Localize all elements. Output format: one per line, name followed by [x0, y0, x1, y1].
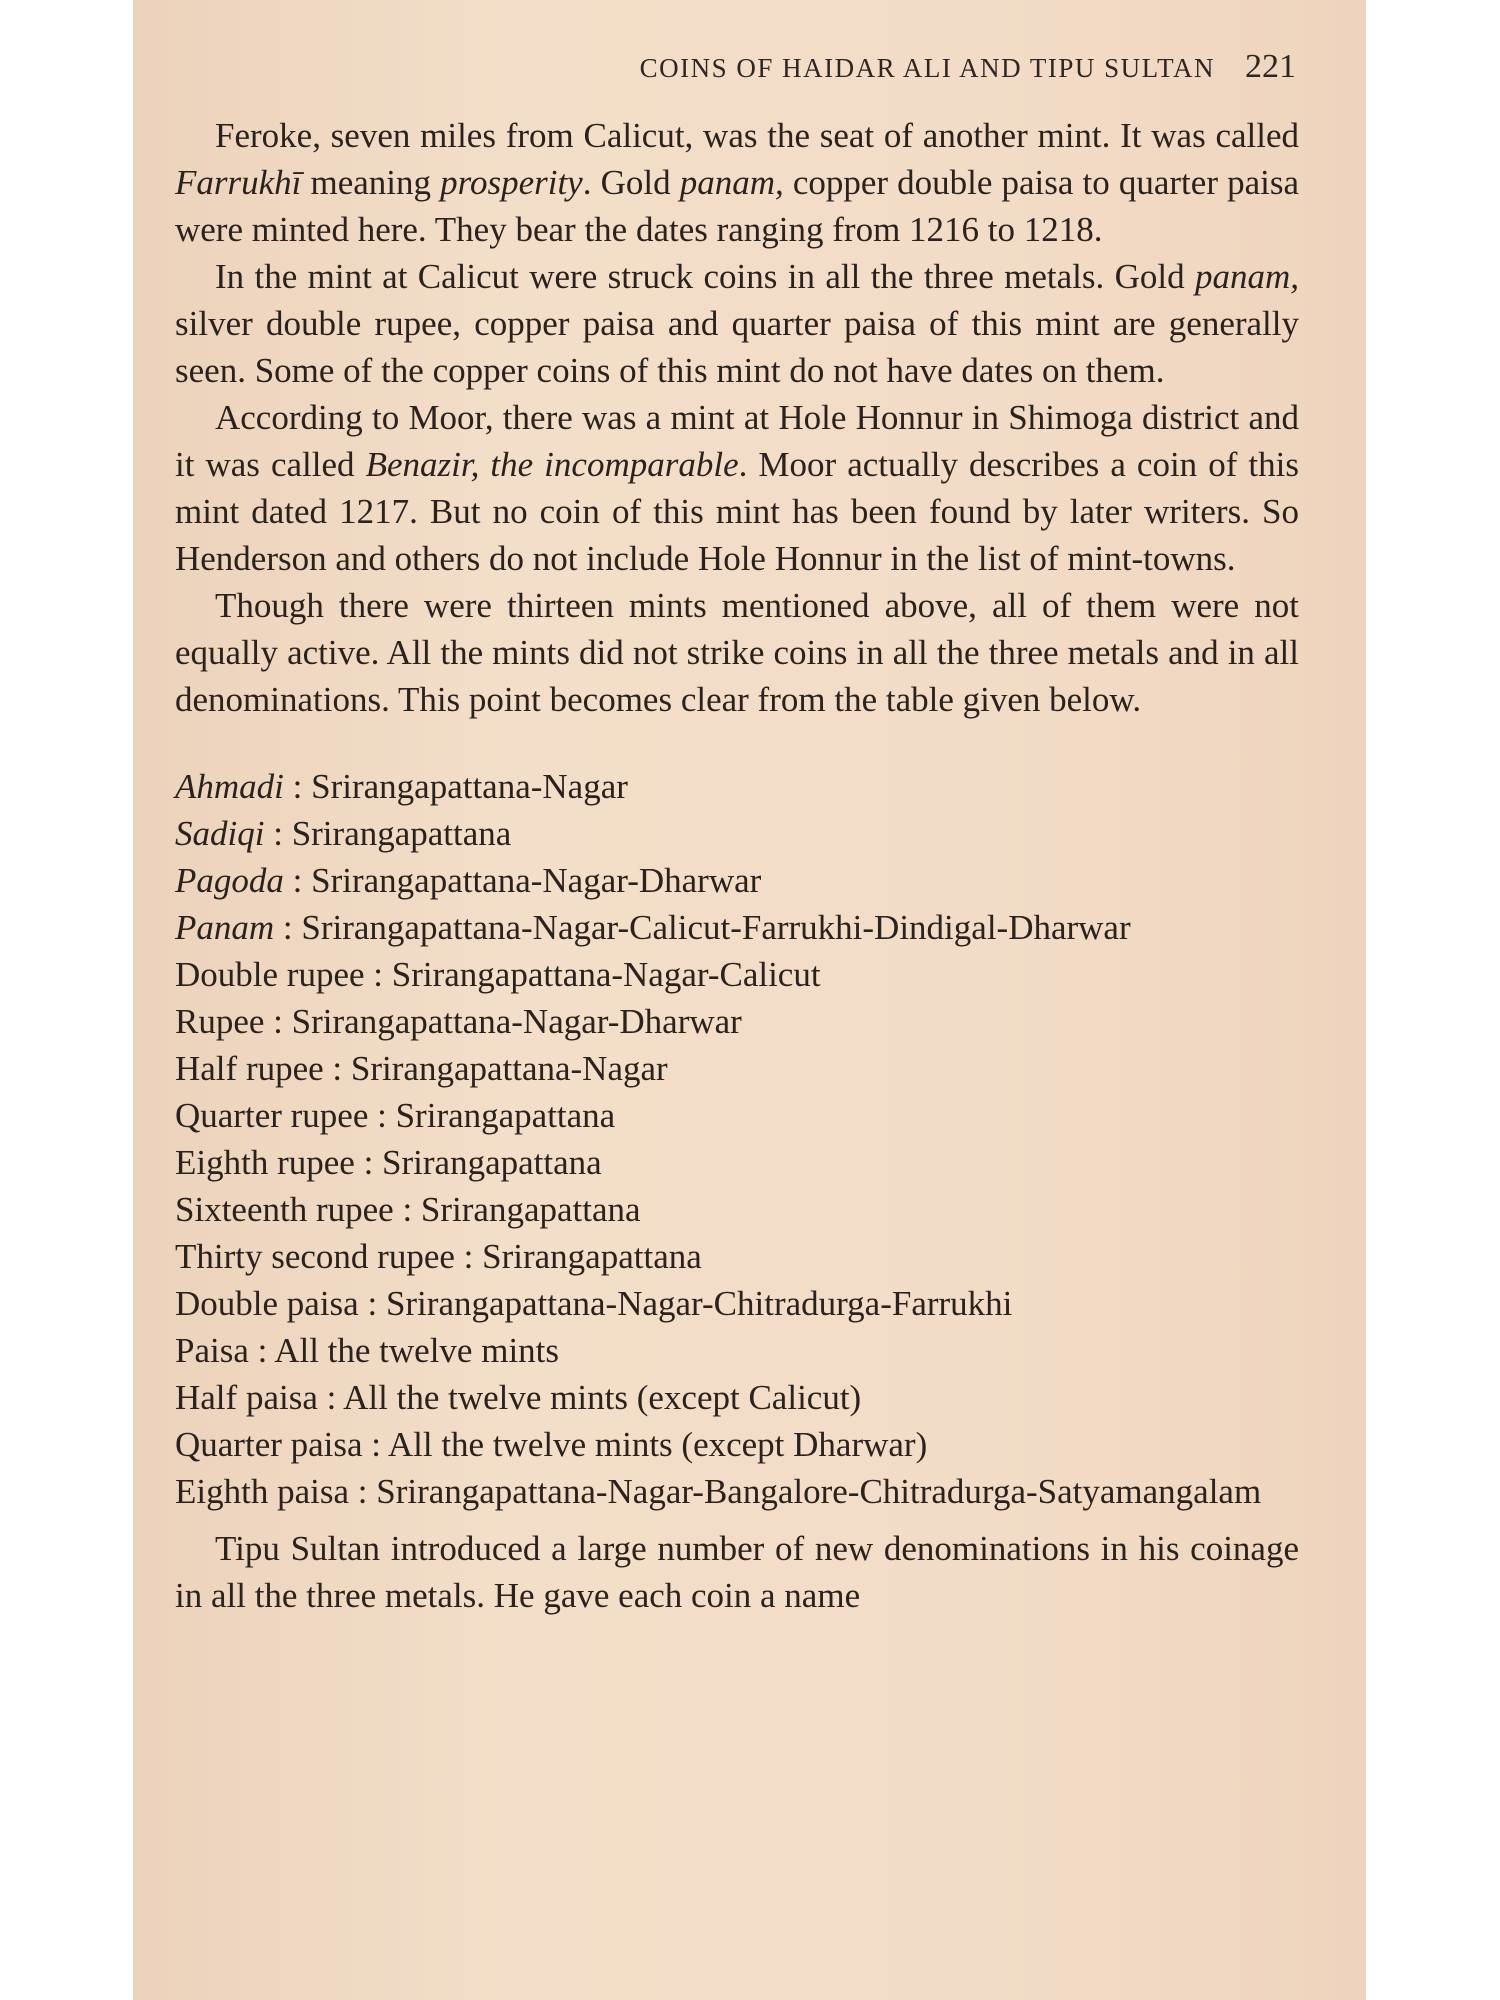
paragraph-mint-activity: Though there were thirteen mints mentioned above, all of them were not equally active. All the mints did not strike coins in all the three metals and in all denominations. This point becomes clear from the table given below.	[175, 586, 1299, 719]
separator: :	[248, 1331, 275, 1370]
denomination-row	[175, 1092, 1299, 1139]
denomination-name: Eighth paisa	[175, 1472, 349, 1511]
denomination-row	[175, 1280, 1299, 1327]
denomination-name: Ahmadi	[175, 767, 284, 806]
term-panam: panam,	[1194, 257, 1299, 296]
separator: :	[317, 1378, 344, 1417]
term-farrukhi: Farrukhī	[175, 163, 302, 202]
paragraph-hole-honnur-mint: According to Moor, there was a mint at Hole Honnur in Shimoga district and it was called Benazir, the incomparable. Moor actually describes a coin of this mint dated 1217. But no coin of this mint has been found by later writers. So Henderson and others do not include Hole Honnur in the list of mint-towns.	[175, 398, 1299, 578]
denomination-mints: Srirangapattana	[420, 1190, 641, 1229]
denomination-mints: All the twelve mints (except Calicut)	[343, 1378, 862, 1417]
separator: :	[368, 1096, 396, 1135]
running-head	[193, 48, 1296, 86]
denomination-row	[175, 904, 1299, 951]
denomination-name: Double paisa	[175, 1284, 359, 1323]
denomination-mints: Srirangapattana-Nagar-Chitradurga-Farrukhi	[385, 1284, 1013, 1323]
denomination-name: Quarter paisa	[175, 1425, 363, 1464]
denomination-name: Paisa	[175, 1331, 249, 1370]
separator: :	[362, 1425, 388, 1464]
denomination-mints: Srirangapattana-Nagar-Calicut	[391, 955, 821, 994]
denomination-mints: Srirangapattana-Nagar-Dharwar	[311, 861, 762, 900]
paragraph-calicut-mint: In the mint at Calicut were struck coins in all the three metals. Gold panam, silver double rupee, copper paisa and quarter paisa of this mint are generally seen. Some of the copper coins of this mint do not have dates on them.	[175, 257, 1299, 390]
denomination-mints: Srirangapattana	[382, 1143, 602, 1182]
denomination-row	[175, 1327, 1299, 1374]
denomination-row	[175, 998, 1299, 1045]
running-title: COINS OF HAIDAR ALI AND TIPU SULTAN	[639, 53, 1215, 83]
separator: :	[264, 1002, 292, 1041]
denomination-mints: Srirangapattana	[291, 814, 512, 853]
denomination-row	[175, 1139, 1299, 1186]
book-page	[133, 0, 1366, 2000]
denomination-mints: All the twelve mints	[274, 1331, 560, 1370]
paragraph-feroke-mint: Feroke, seven miles from Calicut, was the seat of another mint. It was called Farrukhī meaning prosperity. Gold panam, copper double paisa to quarter paisa were minted here. They bear the dates ranging from 1216 to 1218.	[175, 116, 1299, 249]
separator: :	[349, 1472, 377, 1511]
term-prosperity: prosperity	[440, 163, 583, 202]
term-benazir: Benazir, the incomparable	[365, 445, 739, 484]
denomination-name: Eighth rupee	[175, 1143, 355, 1182]
separator: :	[364, 955, 392, 994]
denomination-mints: Srirangapattana-Nagar	[311, 767, 628, 806]
separator: :	[323, 1049, 351, 1088]
term-panam: panam,	[679, 163, 784, 202]
denomination-name: Sixteenth rupee	[175, 1190, 394, 1229]
page-body	[175, 112, 1299, 1619]
separator: :	[358, 1284, 386, 1323]
separator: :	[354, 1143, 383, 1182]
denomination-row	[175, 810, 1299, 857]
page-number: 221	[1245, 48, 1296, 85]
separator: :	[274, 908, 302, 947]
denomination-name: Double rupee	[175, 955, 365, 994]
denomination-mints: Srirangapattana-Nagar-Calicut-Farrukhi-Dindigal-Dharwar	[301, 908, 1131, 947]
denomination-mints: Srirangapattana-Nagar-Bangalore-Chitradurga-Satyamangalam	[376, 1472, 1262, 1511]
denomination-row	[175, 857, 1299, 904]
paragraph-tipu-denominations: Tipu Sultan introduced a large number of new denominations in his coinage in all the three metals. He gave each coin a name	[175, 1529, 1299, 1615]
denomination-mints: Srirangapattana-Nagar	[350, 1049, 668, 1088]
denomination-row	[175, 1233, 1299, 1280]
denomination-mints: Srirangapattana	[482, 1237, 702, 1276]
separator: :	[283, 767, 312, 806]
denomination-mints: All the twelve mints (except Dharwar)	[387, 1425, 928, 1464]
separator: :	[283, 861, 312, 900]
denomination-name: Pagoda	[175, 861, 284, 900]
denomination-row	[175, 1045, 1299, 1092]
separator: :	[454, 1237, 483, 1276]
denomination-row	[175, 1374, 1299, 1421]
denomination-mints: Srirangapattana	[395, 1096, 616, 1135]
denomination-row	[175, 951, 1299, 998]
separator: :	[264, 814, 292, 853]
denomination-name: Panam	[175, 908, 275, 947]
denomination-name: Sadiqi	[175, 814, 265, 853]
denomination-name: Rupee	[175, 1002, 265, 1041]
denomination-mints: Srirangapattana-Nagar-Dharwar	[291, 1002, 742, 1041]
denomination-name: Thirty second rupee	[175, 1237, 455, 1276]
denomination-name: Quarter rupee	[175, 1096, 369, 1135]
denomination-row	[175, 1468, 1299, 1515]
separator: :	[393, 1190, 421, 1229]
denomination-mint-list	[175, 763, 1299, 1515]
denomination-name: Half rupee	[175, 1049, 324, 1088]
denomination-name: Half paisa	[175, 1378, 318, 1417]
denomination-row	[175, 1186, 1299, 1233]
denomination-row	[175, 763, 1299, 810]
denomination-row	[175, 1421, 1299, 1468]
